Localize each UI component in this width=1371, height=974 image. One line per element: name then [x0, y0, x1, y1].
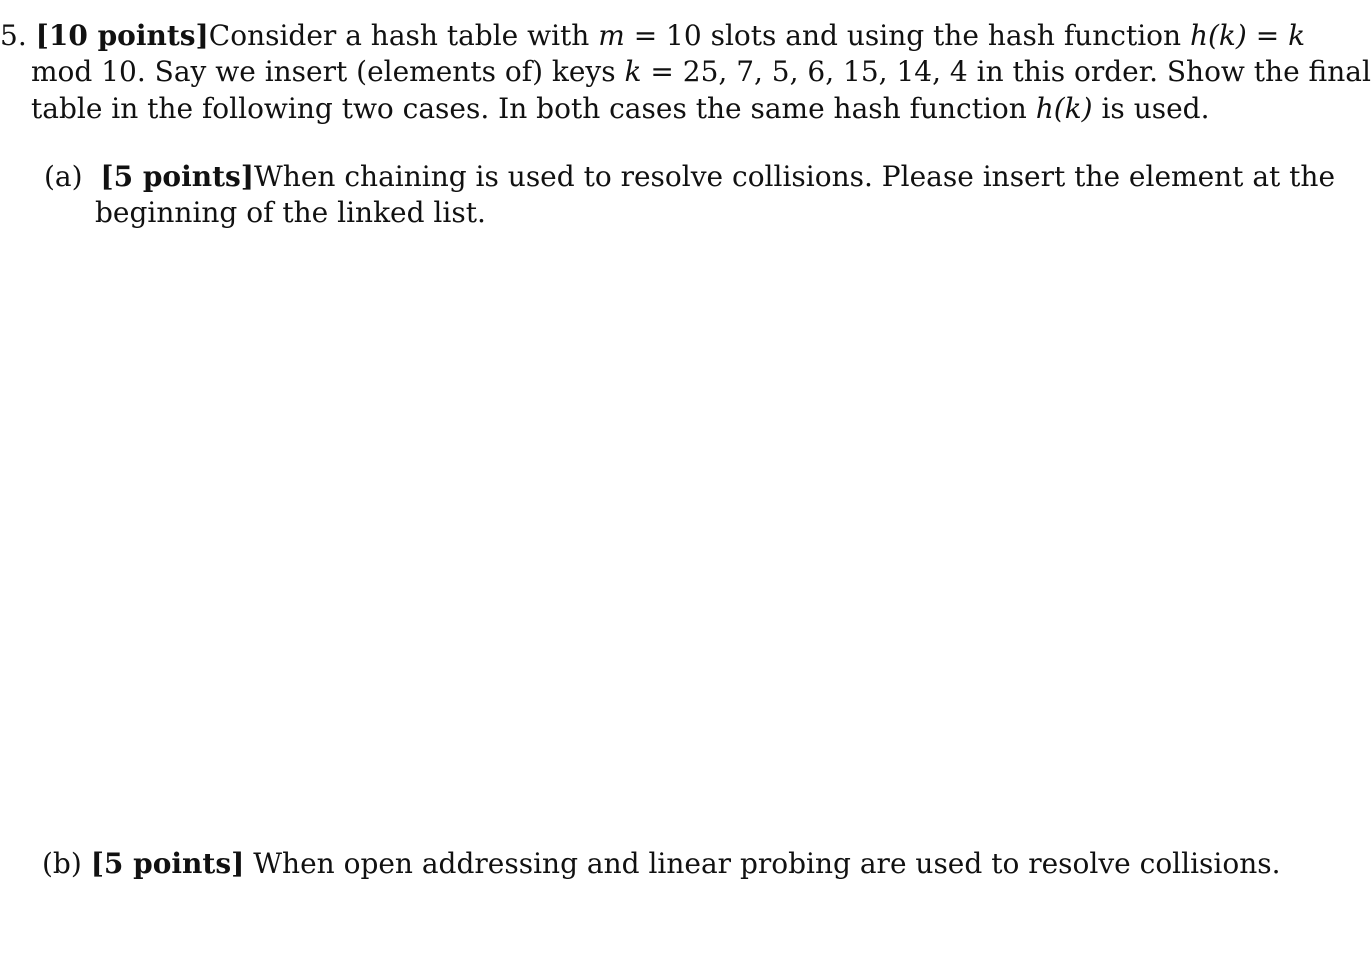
part-a-answer-area[interactable]: [95, 240, 1205, 830]
question-text-part: table in the following two cases. In both cases the same hash function: [31, 92, 1036, 125]
part-a-label: (a): [44, 160, 83, 193]
part-a-line-2: beginning of the linked list.: [95, 196, 486, 229]
math-func-arg: (k): [1208, 19, 1247, 52]
math-equals: =: [1246, 19, 1289, 52]
part-b-line: [42, 846, 1281, 882]
keys-values: = 25, 7, 5, 6, 15, 14, 4: [641, 55, 968, 88]
part-a-label-and-points: [44, 159, 254, 195]
part-a-points: [5 points]: [100, 160, 255, 193]
math-equals-slots: = 10 slots and using the hash function: [624, 19, 1190, 52]
question-line-3: [31, 91, 1210, 127]
part-b-label: (b): [42, 847, 82, 880]
question-points: [10 points]: [35, 19, 209, 52]
part-a-line-1: [44, 159, 1336, 195]
math-expression-hk: [1190, 18, 1305, 54]
question-line-1: [0, 18, 1306, 54]
math-var-k: k: [1288, 19, 1306, 52]
math-func-h: h: [1189, 19, 1208, 52]
question-number-and-points: [0, 18, 209, 54]
math-expression-m: [598, 18, 1190, 54]
math-keys-list: [625, 54, 968, 90]
question-number: 5.: [0, 19, 27, 52]
question-line-2: [31, 54, 1371, 90]
math-var-k: k: [624, 55, 642, 88]
part-b-text: When open addressing and linear probing are used to resolve collisions.: [253, 847, 1281, 880]
question-text-part: Consider a hash table with: [208, 19, 599, 52]
math-func-arg: (k): [1053, 92, 1093, 125]
question-text-part: is used.: [1092, 92, 1210, 125]
math-var-m: m: [598, 19, 625, 52]
question-text-part: in this order. Show the final: [967, 55, 1371, 88]
part-a-text: When chaining is used to resolve collisions. Please insert the element at the: [254, 160, 1336, 193]
question-text-part: mod 10. Say we insert (elements of) keys: [31, 55, 625, 88]
math-func-h: h: [1035, 92, 1054, 125]
part-b-points: [5 points]: [90, 847, 245, 880]
